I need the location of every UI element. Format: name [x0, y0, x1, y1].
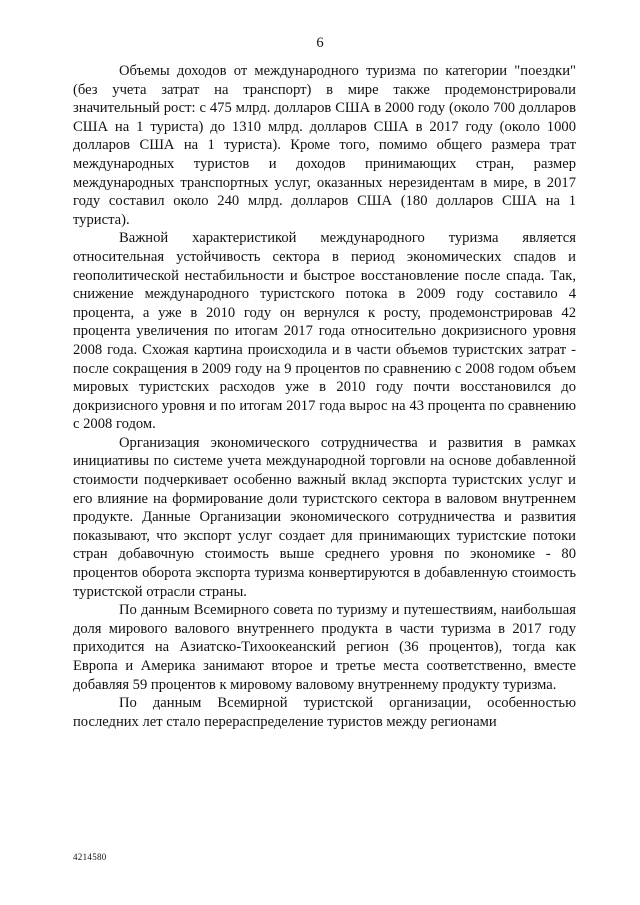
document-body: [73, 62, 576, 731]
page-number: 6: [316, 35, 324, 51]
paragraph-tourism-revenue: Объемы доходов от международного туризма по категории "поездки" (без учета затрат на транспорт) в мире также продемонстрировали значительный рост: с 475 млрд. долларов США в 2000 году (около 700 долларов США на 1 туриста) до 1310 млрд. долларов США в 2017 году (около 1000 долларов США на 1 туриста). Кроме того, помимо общего размера трат международных туристов и доходов принимающих стран, размер международных транспортных услуг, оказанных нерезидентам в мире, в 2017 году составил около 240 млрд. долларов США (180 долларов США на 1 туриста).: [73, 63, 576, 228]
paragraph-wttc-gdp-share: По данным Всемирного совета по туризму и путешествиям, наибольшая доля мирового валового внутреннего продукта в части туризма в 2017 году приходится на Азиатско-Тихоокеанский регион (36 процентов), тогда как Европа и Америка занимают второе и третье места соответственно, вместе добавляя 59 процентов к мировому валовому внутреннему продукту туризма.: [73, 602, 576, 693]
paragraph-oecd-value-added: Организация экономического сотрудничества и развития в рамках инициативы по системе учета международной торговли на основе добавленной стоимости подчеркивает особенно важный вклад экспорта туристских услуг и его влияние на формирование доли туристского сектора в валовом внутреннем продукте. Данные Организации экономического сотрудничества и развития показывают, что экспорт услуг создает для принимающих туристские потоки стран добавочную стоимость выше среднего уровня по экономике - 80 процентов оборота экспорта туризма конвертируются в добавленную стоимость туристской отрасли страны.: [73, 434, 576, 600]
paragraph-sector-resilience: Важной характеристикой международного туризма является относительная устойчивость сектора в период экономических спадов и геополитической нестабильности и быстрое восстановление после спада. Так, снижение международного туристского потока в 2009 году составило 4 процента, а уже в 2010 году он вернулся к росту, продемонстрировав 42 процента увеличения по итогам 2017 года относительно докризисного уровня 2008 года. Схожая картина происходила и в части объемов туристских затрат - после сокращения в 2009 году на 9 процентов по сравнению с 2008 годом объем мировых туристских расходов уже в 2010 году почти восстановился до докризисного уровня и по итогам 2017 года вырос на 43 процента по сравнению с 2008 годом.: [73, 230, 576, 433]
document-code: 4214580: [73, 852, 107, 862]
paragraph-unwto-redistribution: По данным Всемирной туристской организации, особенностью последних лет стало перераспределение туристов между регионами: [73, 695, 576, 730]
